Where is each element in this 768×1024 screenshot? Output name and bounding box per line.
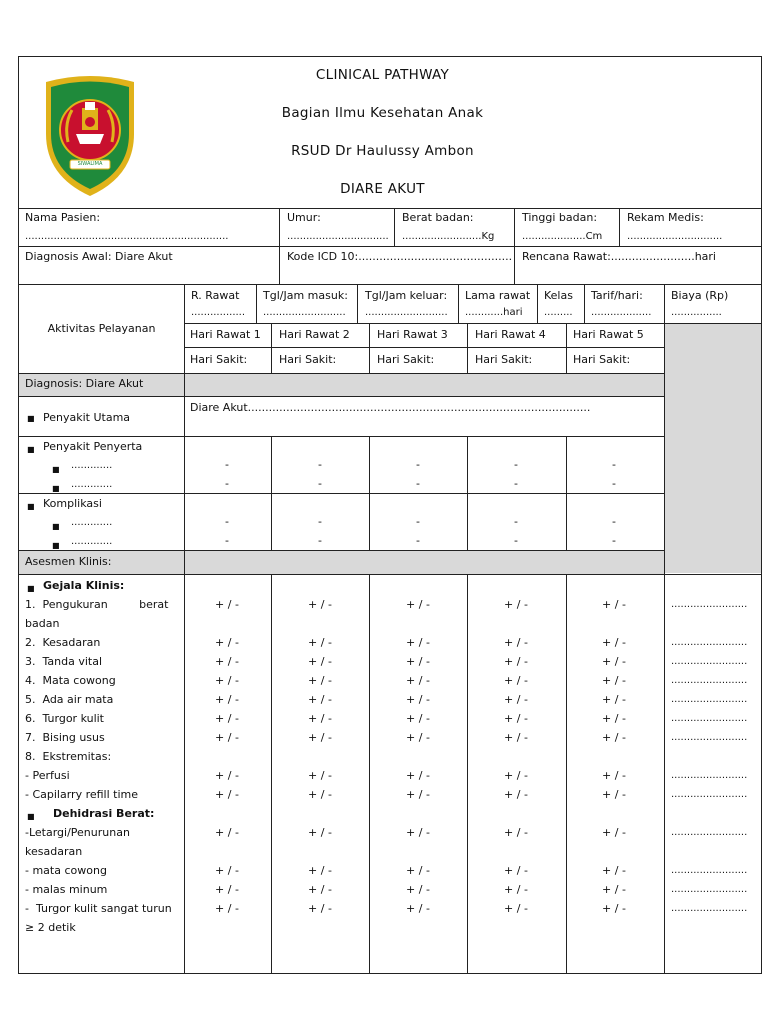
- rekam-medis-field[interactable]: ..............................: [627, 231, 723, 242]
- dash-cell: -: [416, 458, 420, 471]
- asesmen-section-bar: [19, 551, 664, 574]
- note-field[interactable]: ........................: [671, 827, 748, 838]
- page-title: CLINICAL PATHWAY: [315, 67, 450, 83]
- plus-minus-cell[interactable]: + / -: [504, 769, 528, 782]
- biaya-gray-area: [664, 324, 761, 573]
- tgl-masuk-field[interactable]: ..........................: [263, 307, 346, 318]
- berat-badan-field[interactable]: .........................Kg: [402, 231, 495, 242]
- plus-minus-cell[interactable]: + / -: [504, 636, 528, 649]
- diagnosis-section-title: Diagnosis: Diare Akut: [25, 377, 144, 390]
- plus-minus-cell[interactable]: + / -: [308, 902, 332, 915]
- plus-minus-cell[interactable]: + / -: [406, 902, 430, 915]
- plus-minus-cell[interactable]: + / -: [308, 712, 332, 725]
- item-kesadaran: 2. Kesadaran: [25, 636, 101, 649]
- dash-cell: -: [318, 515, 322, 528]
- dash-cell: -: [318, 458, 322, 471]
- rekam-medis-label: Rekam Medis:: [627, 211, 704, 224]
- plus-minus-cell[interactable]: + / -: [215, 598, 239, 611]
- lama-rawat-field[interactable]: ............hari: [465, 307, 523, 318]
- plus-minus-cell[interactable]: + / -: [602, 883, 626, 896]
- plus-minus-cell[interactable]: + / -: [215, 655, 239, 668]
- dash-cell: -: [225, 458, 229, 471]
- bullet-icon: ■: [27, 414, 35, 423]
- plus-minus-cell[interactable]: + / -: [215, 826, 239, 839]
- bullet-icon: ■: [52, 541, 60, 550]
- kode-icd-field[interactable]: Kode ICD 10:............................................: [287, 250, 513, 263]
- hospital-name: RSUD Dr Haulussy Ambon: [291, 143, 474, 159]
- department-name: Bagian Ilmu Kesehatan Anak: [281, 105, 484, 121]
- dash-cell: -: [416, 534, 420, 547]
- hari-rawat-3: Hari Rawat 3: [377, 328, 448, 341]
- item-tanda-vital: 3. Tanda vital: [25, 655, 102, 668]
- plus-minus-cell[interactable]: + / -: [215, 883, 239, 896]
- note-field[interactable]: ........................: [671, 694, 748, 705]
- hari-sakit-2[interactable]: Hari Sakit:: [279, 353, 337, 366]
- plus-minus-cell[interactable]: + / -: [406, 693, 430, 706]
- hari-rawat-1: Hari Rawat 1: [190, 328, 261, 341]
- tgl-masuk-label: Tgl/Jam masuk:: [263, 289, 348, 302]
- tinggi-badan-field[interactable]: ....................Cm: [522, 231, 603, 242]
- note-field[interactable]: ........................: [671, 656, 748, 667]
- dash-cell: -: [612, 477, 616, 490]
- plus-minus-cell[interactable]: + / -: [504, 598, 528, 611]
- r-rawat-field[interactable]: .................: [191, 307, 246, 318]
- dash-cell: -: [416, 477, 420, 490]
- plus-minus-cell[interactable]: + / -: [406, 864, 430, 877]
- logo-banner-text: SIWALIMA: [77, 161, 103, 167]
- plus-minus-cell[interactable]: + / -: [504, 902, 528, 915]
- note-field[interactable]: ........................: [671, 732, 748, 743]
- nama-pasien-field[interactable]: ................................................................: [25, 231, 229, 242]
- plus-minus-cell[interactable]: + / -: [215, 902, 239, 915]
- plus-minus-cell[interactable]: + / -: [215, 712, 239, 725]
- lama-rawat-label: Lama rawat: [465, 289, 531, 302]
- hari-rawat-2: Hari Rawat 2: [279, 328, 350, 341]
- rencana-rawat-field[interactable]: Rencana Rawat:........................hari: [522, 250, 716, 263]
- plus-minus-cell[interactable]: + / -: [308, 598, 332, 611]
- plus-minus-cell[interactable]: + / -: [406, 712, 430, 725]
- item-pengukuran-cont: badan: [25, 617, 60, 630]
- penyerta-item-2[interactable]: .............: [71, 479, 113, 490]
- disease-name: DIARE AKUT: [340, 181, 425, 197]
- plus-minus-cell[interactable]: + / -: [406, 674, 430, 687]
- tarif-field[interactable]: ...................: [591, 307, 652, 318]
- umur-label: Umur:: [287, 211, 321, 224]
- aktivitas-pelayanan-label: Aktivitas Pelayanan: [47, 322, 156, 335]
- plus-minus-cell[interactable]: + / -: [602, 655, 626, 668]
- kelas-label: Kelas: [544, 289, 573, 302]
- note-field[interactable]: ........................: [671, 770, 748, 781]
- plus-minus-cell[interactable]: + / -: [308, 731, 332, 744]
- plus-minus-cell[interactable]: + / -: [406, 655, 430, 668]
- r-rawat-label: R. Rawat: [191, 289, 240, 302]
- plus-minus-cell[interactable]: + / -: [602, 712, 626, 725]
- kelas-field[interactable]: .........: [544, 307, 573, 318]
- item-bising-usus: 7. Bising usus: [25, 731, 105, 744]
- plus-minus-cell[interactable]: + / -: [215, 864, 239, 877]
- plus-minus-cell[interactable]: + / -: [215, 693, 239, 706]
- dash-cell: -: [514, 534, 518, 547]
- penyakit-penyerta-label: Penyakit Penyerta: [43, 440, 143, 453]
- plus-minus-cell[interactable]: + / -: [406, 826, 430, 839]
- bullet-icon: ■: [27, 502, 35, 511]
- plus-minus-cell[interactable]: + / -: [602, 693, 626, 706]
- umur-field[interactable]: ................................: [287, 231, 389, 242]
- plus-minus-cell[interactable]: + / -: [602, 788, 626, 801]
- plus-minus-cell[interactable]: + / -: [504, 883, 528, 896]
- gejala-klinis-label: Gejala Klinis:: [43, 579, 125, 592]
- hari-sakit-4[interactable]: Hari Sakit:: [475, 353, 533, 366]
- dash-cell: -: [225, 477, 229, 490]
- item-mata-cowong: 4. Mata cowong: [25, 674, 116, 687]
- dash-cell: -: [416, 515, 420, 528]
- plus-minus-cell[interactable]: + / -: [308, 655, 332, 668]
- bullet-icon: ■: [52, 465, 60, 474]
- penyakit-utama-label: Penyakit Utama: [43, 411, 131, 424]
- dash-cell: -: [225, 515, 229, 528]
- plus-minus-cell[interactable]: + / -: [602, 636, 626, 649]
- biaya-label: Biaya (Rp): [671, 289, 729, 302]
- item-malas-minum: - malas minum: [25, 883, 108, 896]
- dash-cell: -: [318, 534, 322, 547]
- plus-minus-cell[interactable]: + / -: [602, 598, 626, 611]
- item-perfusi: - Perfusi: [25, 769, 70, 782]
- note-field[interactable]: ........................: [671, 884, 748, 895]
- biaya-field[interactable]: ................: [671, 307, 722, 318]
- item-crt: - Capilarry refill time: [25, 788, 139, 801]
- bullet-icon: ■: [27, 445, 35, 454]
- plus-minus-cell[interactable]: + / -: [602, 674, 626, 687]
- plus-minus-cell[interactable]: + / -: [504, 712, 528, 725]
- plus-minus-cell[interactable]: + / -: [602, 731, 626, 744]
- penyerta-item-1[interactable]: .............: [71, 460, 113, 471]
- plus-minus-cell[interactable]: + / -: [406, 598, 430, 611]
- plus-minus-cell[interactable]: + / -: [504, 693, 528, 706]
- plus-minus-cell[interactable]: + / -: [504, 731, 528, 744]
- komplikasi-label: Komplikasi: [43, 497, 102, 510]
- item-ekstremitas: 8. Ekstremitas:: [25, 750, 112, 763]
- plus-minus-cell[interactable]: + / -: [504, 655, 528, 668]
- penyakit-utama-value[interactable]: Diare Akut..................................................................................................: [190, 401, 591, 414]
- tarif-label: Tarif/hari:: [591, 289, 643, 302]
- note-field[interactable]: ........................: [671, 599, 748, 610]
- item-letargi: -Letargi/Penurunan: [25, 826, 130, 839]
- plus-minus-cell[interactable]: + / -: [215, 674, 239, 687]
- item-air-mata: 5. Ada air mata: [25, 693, 114, 706]
- item-deh-mata-cowong: - mata cowong: [25, 864, 107, 877]
- diagnosis-awal: Diagnosis Awal: Diare Akut: [25, 250, 173, 263]
- item-turgor-sangat: - Turgor kulit sangat turun: [25, 902, 172, 915]
- tgl-keluar-field[interactable]: ..........................: [365, 307, 448, 318]
- tinggi-badan-label: Tinggi badan:: [522, 211, 598, 224]
- plus-minus-cell[interactable]: + / -: [504, 788, 528, 801]
- plus-minus-cell[interactable]: + / -: [308, 636, 332, 649]
- plus-minus-cell[interactable]: + / -: [602, 826, 626, 839]
- plus-minus-cell[interactable]: + / -: [308, 883, 332, 896]
- plus-minus-cell[interactable]: + / -: [504, 864, 528, 877]
- plus-minus-cell[interactable]: + / -: [308, 769, 332, 782]
- note-field[interactable]: ........................: [671, 789, 748, 800]
- plus-minus-cell[interactable]: + / -: [215, 731, 239, 744]
- bullet-icon: ■: [27, 812, 35, 821]
- plus-minus-cell[interactable]: + / -: [406, 636, 430, 649]
- item-turgor-sangat-cont: ≥ 2 detik: [25, 921, 76, 934]
- note-field[interactable]: ........................: [671, 675, 748, 686]
- item-pengukuran: 1. Pengukuran berat: [25, 598, 169, 611]
- plus-minus-cell[interactable]: + / -: [308, 826, 332, 839]
- plus-minus-cell[interactable]: + / -: [602, 769, 626, 782]
- komplikasi-item-2[interactable]: .............: [71, 536, 113, 547]
- plus-minus-cell[interactable]: + / -: [308, 864, 332, 877]
- note-field[interactable]: ........................: [671, 713, 748, 724]
- dehidrasi-berat-label: Dehidrasi Berat:: [53, 807, 155, 820]
- item-turgor-kulit: 6. Turgor kulit: [25, 712, 104, 725]
- plus-minus-cell[interactable]: + / -: [602, 902, 626, 915]
- hari-sakit-3[interactable]: Hari Sakit:: [377, 353, 435, 366]
- plus-minus-cell[interactable]: + / -: [602, 864, 626, 877]
- plus-minus-cell[interactable]: + / -: [406, 788, 430, 801]
- item-letargi-cont: kesadaran: [25, 845, 83, 858]
- dash-cell: -: [612, 534, 616, 547]
- berat-badan-label: Berat badan:: [402, 211, 474, 224]
- note-field[interactable]: ........................: [671, 903, 748, 914]
- plus-minus-cell[interactable]: + / -: [406, 769, 430, 782]
- bullet-icon: ■: [52, 522, 60, 531]
- dash-cell: -: [318, 477, 322, 490]
- komplikasi-item-1[interactable]: .............: [71, 517, 113, 528]
- plus-minus-cell[interactable]: + / -: [504, 826, 528, 839]
- nama-pasien-label: Nama Pasien:: [25, 211, 101, 224]
- hari-sakit-1[interactable]: Hari Sakit:: [190, 353, 248, 366]
- plus-minus-cell[interactable]: + / -: [215, 636, 239, 649]
- dash-cell: -: [514, 458, 518, 471]
- hospital-logo: [40, 72, 140, 200]
- hari-rawat-4: Hari Rawat 4: [475, 328, 546, 341]
- plus-minus-cell[interactable]: + / -: [308, 693, 332, 706]
- tgl-keluar-label: Tgl/Jam keluar:: [365, 289, 448, 302]
- dash-cell: -: [514, 515, 518, 528]
- plus-minus-cell[interactable]: + / -: [215, 788, 239, 801]
- plus-minus-cell[interactable]: + / -: [215, 769, 239, 782]
- dash-cell: -: [514, 477, 518, 490]
- dash-cell: -: [612, 515, 616, 528]
- hari-sakit-5[interactable]: Hari Sakit:: [573, 353, 631, 366]
- hari-rawat-5: Hari Rawat 5: [573, 328, 644, 341]
- dash-cell: -: [225, 534, 229, 547]
- plus-minus-cell[interactable]: + / -: [308, 674, 332, 687]
- bullet-icon: ■: [52, 484, 60, 493]
- plus-minus-cell[interactable]: + / -: [308, 788, 332, 801]
- note-field[interactable]: ........................: [671, 637, 748, 648]
- dash-cell: -: [612, 458, 616, 471]
- note-field[interactable]: ........................: [671, 865, 748, 876]
- plus-minus-cell[interactable]: + / -: [504, 674, 528, 687]
- plus-minus-cell[interactable]: + / -: [406, 883, 430, 896]
- asesmen-section-title: Asesmen Klinis:: [25, 555, 112, 568]
- plus-minus-cell[interactable]: + / -: [406, 731, 430, 744]
- bullet-icon: ■: [27, 584, 35, 593]
